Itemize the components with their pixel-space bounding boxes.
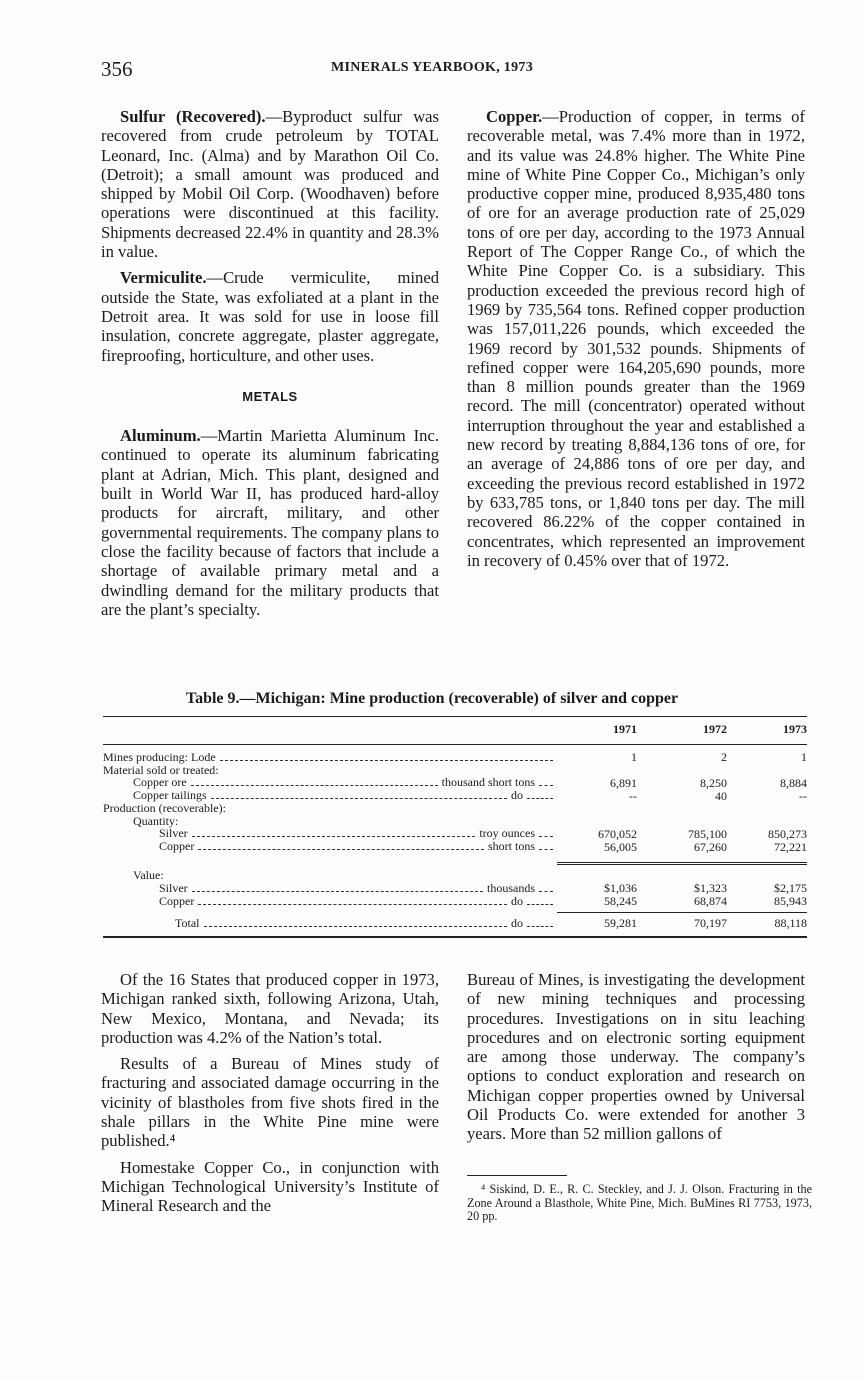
- table-row: [103, 895, 807, 908]
- footnote-divider: [467, 1175, 567, 1176]
- table-cell: 56,005: [604, 839, 637, 854]
- year-header: 1972: [703, 722, 727, 736]
- copper-lead: Copper.: [486, 107, 543, 126]
- body-paragraph: Of the 16 States that produced copper in 1973, Michigan ranked sixth, following Arizona, Utah, New Mexico, Montana, and Nevada; its production was 4.2% of the Nation’s total.: [101, 970, 439, 1047]
- table-row: [103, 840, 807, 853]
- table-cell: $2,175: [774, 881, 807, 895]
- table-cell: 8,250: [700, 775, 727, 790]
- table-row: [103, 776, 807, 789]
- table-cell: 785,100: [688, 826, 727, 841]
- row-label: Production (recoverable):: [103, 801, 226, 815]
- table-cell: 72,221: [774, 839, 807, 854]
- row-label: Copper tailings: [133, 788, 207, 802]
- table-cell: 70,197: [694, 916, 727, 930]
- copper-text: —Production of copper, in terms of recoverable metal, was 7.4% more than in 1972, and its value was 24.8% higher. The White Pine mine of White Pine Copper Co., Michigan’s only productive copper mine, produced 8,935,480 tons of ore for an average production rate of 25,029 tons of ore per day, according to the 1973 Annual Report of The Copper Range Co., of which the White Pine Copper Co. is a subsidiary. This production exceeded the previous record high of 1969 by 735,564 tons. Refined copper production was 157,011,226 pounds, which exceeded the 1969 record by 301,532 pounds. Shipments of refined copper were 164,205,690 pounds, more than 8 million pounds greater than the 1969 record. The mill (concentrator) operated without interruption throughout the year and established a new record by treating 8,884,136 tons of ore, for an average of 24,886 tons of ore per day, and exceeding the previous record established in 1972 by 633,785 tons, or 1,840 tons per day. The mill recovered 86.22% of the copper contained in concentrates, which represented an improvement in recovery of 0.45% over that of 1972.: [467, 107, 805, 570]
- body-paragraph: Bureau of Mines, is investigating the development of new mining techniques and processing procedures. Investigations on in situ leaching procedures and on electronic sorting equipment are among those underway. The company’s options to conduct exploration and research on Michigan copper properties owned by Universal Oil Products Co. were extended for another 3 years. More than 52 million gallons of: [467, 970, 805, 1144]
- table-title: Table 9.—Michigan: Mine production (recoverable) of silver and copper: [185, 690, 679, 707]
- table-cell: --: [629, 788, 637, 803]
- table-cell: 6,891: [610, 775, 637, 790]
- vermiculite-lead: Vermiculite.: [120, 268, 207, 288]
- footnote: ⁴ Siskind, D. E., R. C. Steckley, and J. J. Olson. Fracturing in the Zone Around a Blasthole, White Pine, Mich. BuMines RI 7753, 1973, 20 pp.: [467, 1182, 812, 1223]
- aluminum-lead: Aluminum.: [120, 426, 201, 446]
- vermiculite-text: —Crude vermiculite, mined outside the State, was exfoliated at a plant in the Detroit area. It was sold for use in loose fill insulation, concrete aggregate, plaster aggregate, fireproofing, horticulture, and other uses.: [101, 268, 439, 365]
- aluminum-text: —Martin Marietta Aluminum Inc. continued to operate its aluminum fabricating plant at Adrian, Mich. This plant, designed and built in World War II, has produced hard-alloy products for aircraft, military, and other governmental requirements. The company plans to close the facility because of factors that include a shortage of available primary metal and a dwindling demand for the military products that are the plant’s specialty.: [101, 426, 439, 619]
- table-cell: 88,118: [774, 916, 807, 930]
- table-cell: 40: [715, 788, 727, 803]
- right-column-bottom: [467, 970, 805, 1144]
- running-head: MINERALS YEARBOOK, 1973: [330, 60, 533, 75]
- body-paragraph: Homestake Copper Co., in conjunction with Michigan Technological University’s Institute of Mineral Research and the: [101, 1157, 439, 1216]
- table-cell: --: [799, 788, 807, 803]
- row-label: Material sold or treated:: [103, 762, 219, 777]
- row-label: Copper: [159, 839, 195, 853]
- table-cell: 670,052: [598, 826, 637, 841]
- year-header: 1973: [783, 722, 807, 736]
- table-row: [103, 802, 807, 815]
- table-cell: $1,323: [694, 881, 727, 895]
- row-unit: do: [511, 893, 523, 908]
- row-unit: troy ounces: [479, 826, 535, 840]
- table-cell: 58,245: [604, 894, 637, 908]
- production-table: [103, 716, 807, 938]
- row-label: Quantity:: [133, 813, 179, 828]
- row-unit: thousand short tons: [441, 775, 535, 789]
- table-cell: 8,884: [780, 775, 807, 790]
- table-cell: 2: [721, 750, 727, 764]
- row-label: Total: [175, 915, 200, 930]
- row-label: Silver: [159, 880, 188, 895]
- sulfur-paragraph: [101, 107, 439, 261]
- left-column-top: [101, 107, 439, 619]
- table-row: [103, 751, 807, 764]
- section-heading-metals: METALS: [242, 388, 298, 404]
- table-cell: $1,036: [604, 881, 637, 895]
- page-number: 356: [101, 57, 133, 81]
- table-cell: 68,874: [694, 894, 727, 908]
- table-row: [103, 863, 807, 882]
- sulfur-lead: Sulfur (Recovered).: [120, 107, 266, 126]
- table-row: [103, 882, 807, 895]
- table-cell: 85,943: [774, 894, 807, 908]
- sulfur-text: —Byproduct sulfur was recovered from crude petroleum by TOTAL Leonard, Inc. (Alma) and by Marathon Oil Co. (Detroit); a small amount was produced and shipped by Mobil Oil Corp. (Woodhaven) before operations were discontinued at this facility. Shipments decreased 22.4% in quantity and 28.3% in value.: [101, 107, 439, 262]
- row-unit: short tons: [487, 839, 535, 853]
- row-label: Copper: [159, 893, 195, 908]
- table-row: [103, 815, 807, 828]
- row-label: Mines producing: Lode: [103, 749, 216, 764]
- row-unit: do: [511, 915, 523, 930]
- table-row: [103, 827, 807, 840]
- table-cell: 1: [631, 750, 637, 764]
- table-cell: 1: [801, 750, 807, 764]
- table-header-row: [103, 717, 807, 744]
- aluminum-paragraph: [101, 426, 439, 619]
- table-cell: 850,273: [768, 826, 807, 841]
- year-header: 1971: [613, 722, 637, 736]
- table-cell: 67,260: [694, 839, 727, 854]
- right-column-top: [467, 107, 805, 570]
- row-label: Copper ore: [133, 775, 187, 789]
- vermiculite-paragraph: [101, 268, 439, 364]
- row-unit: thousands: [487, 880, 535, 895]
- table-cell: 59,281: [604, 916, 637, 930]
- table-row-total: [103, 913, 807, 930]
- left-column-bottom: [101, 970, 439, 1216]
- row-unit: do: [511, 788, 523, 802]
- copper-paragraph: [467, 107, 805, 570]
- body-paragraph: Results of a Bureau of Mines study of fracturing and associated damage occurring in the vicinity of blastholes from five shots fired in the shale pillars in the White Pine mine were published.⁴: [101, 1054, 439, 1151]
- row-label: Value:: [133, 868, 164, 882]
- row-label: Silver: [159, 826, 188, 840]
